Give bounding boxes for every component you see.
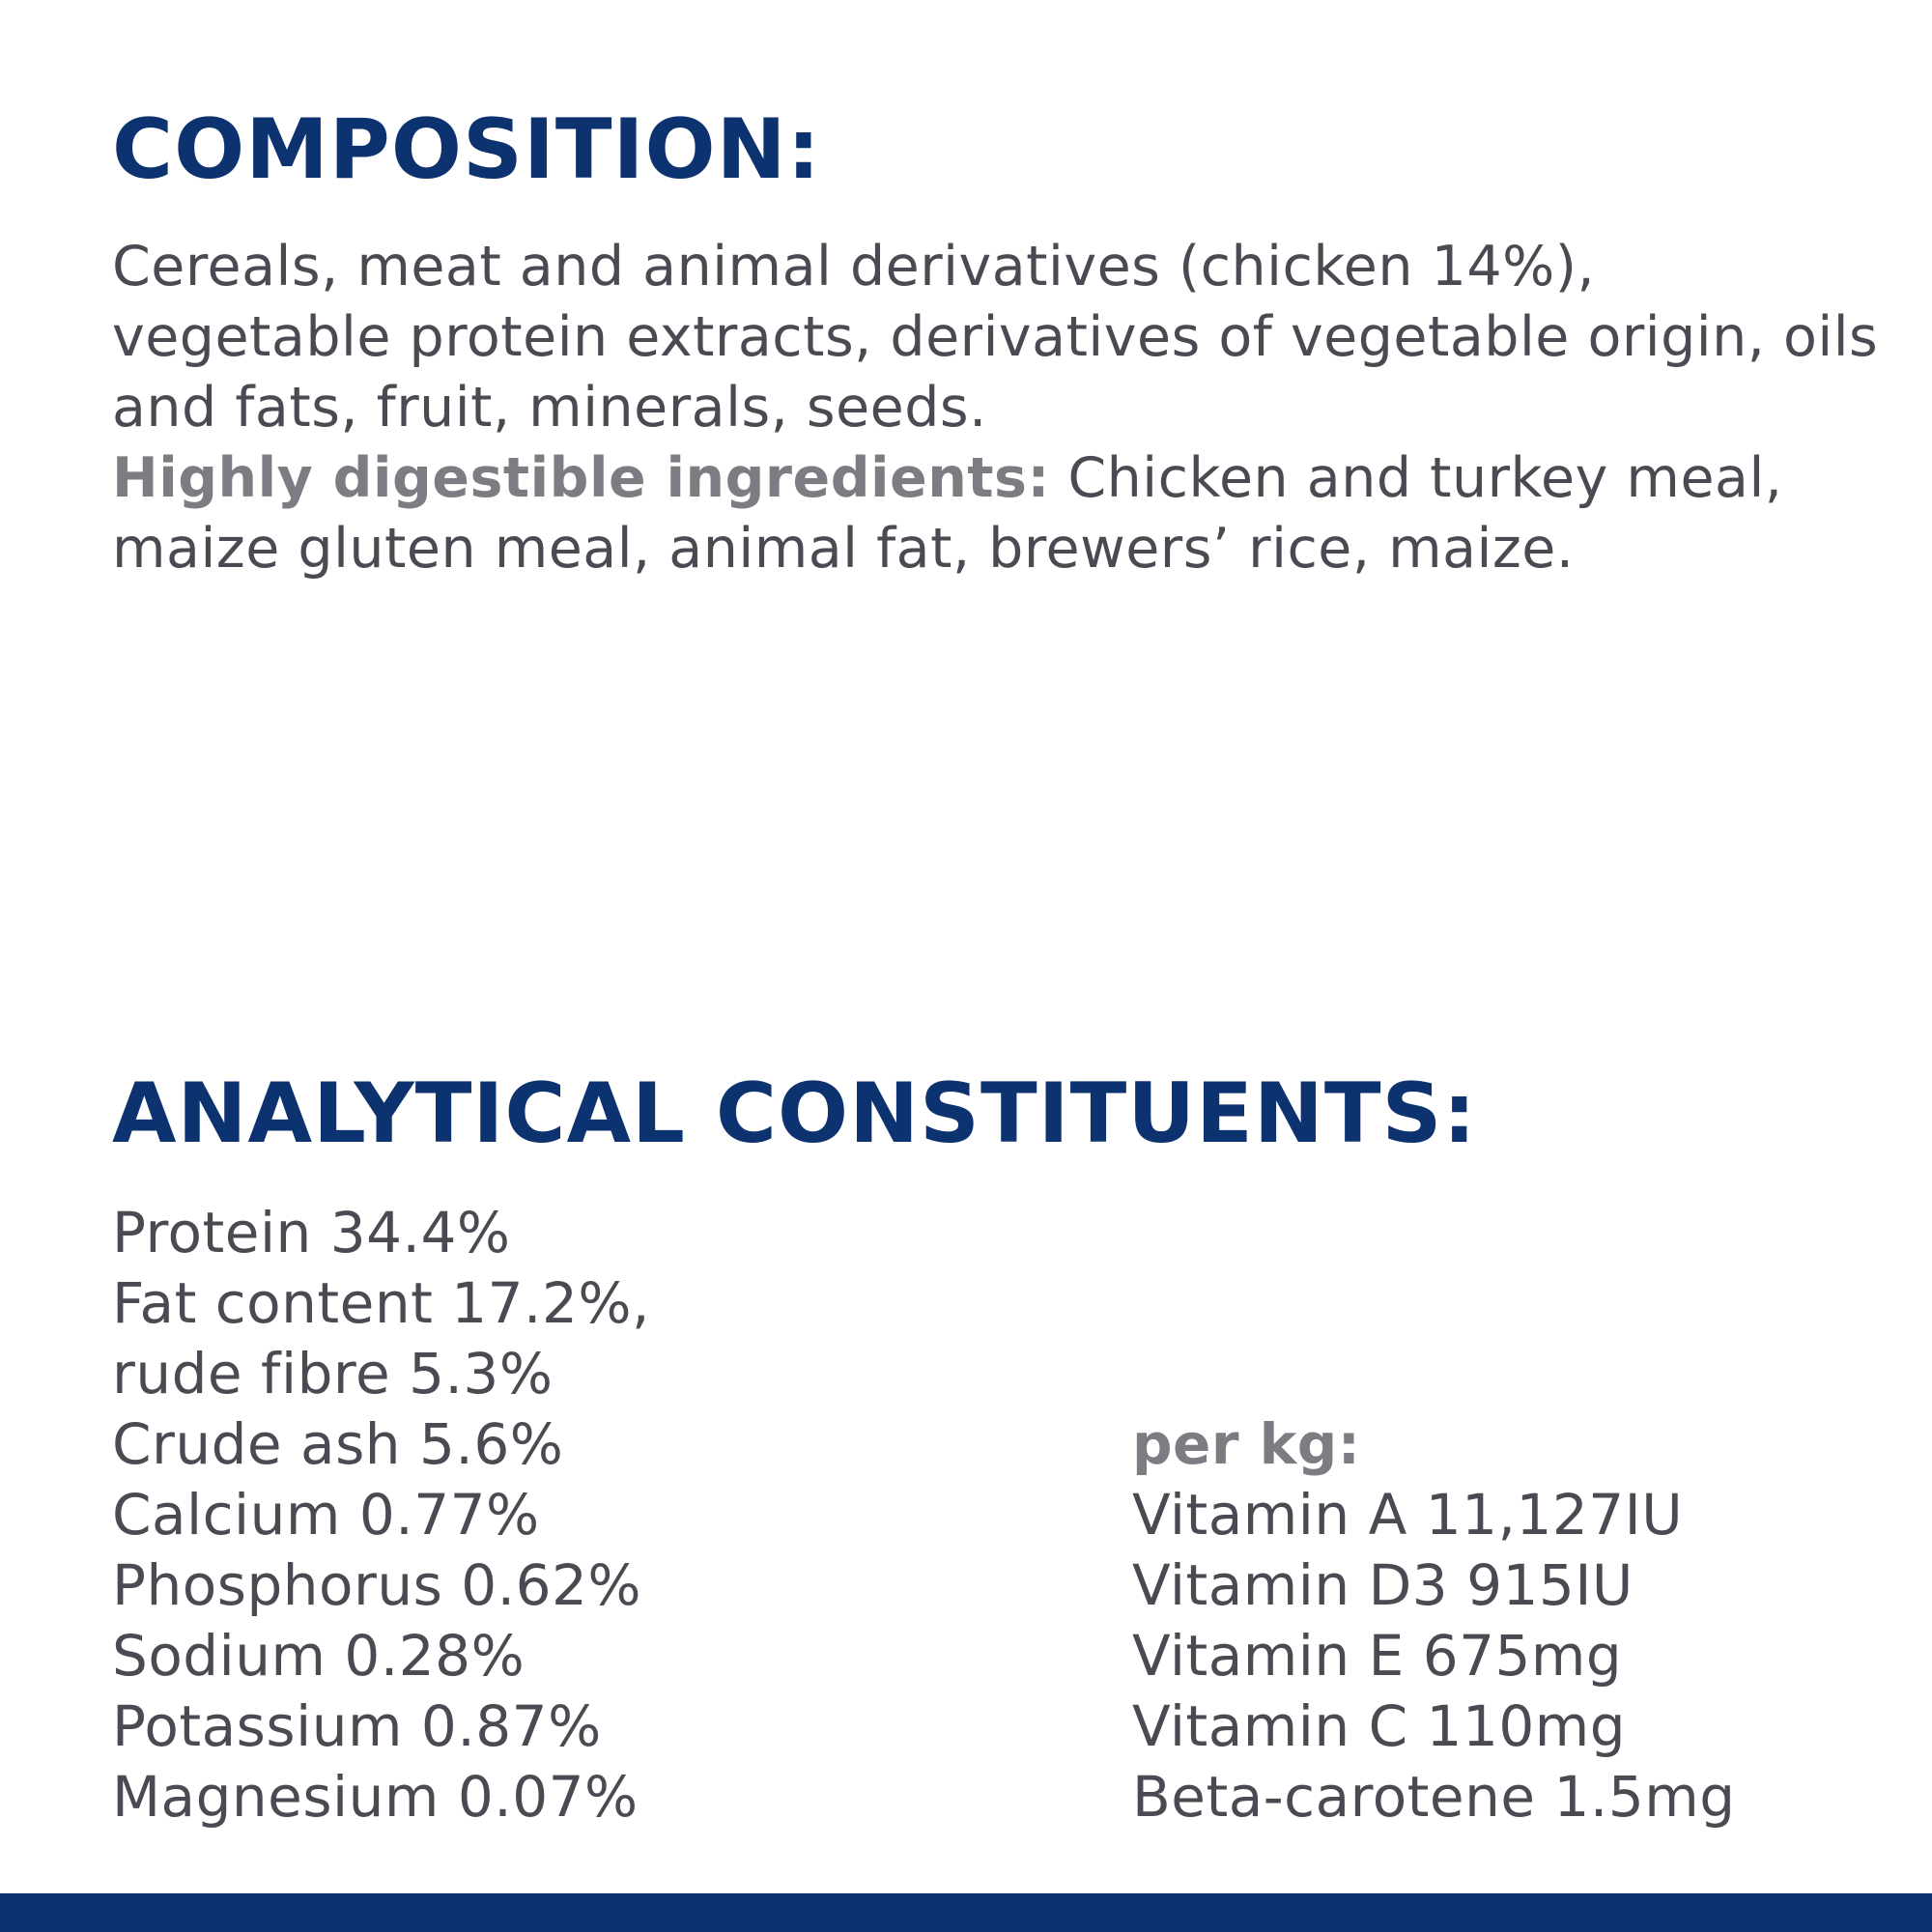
constituent-item: Magnesium 0.07%	[112, 1764, 639, 1830]
composition-heading: COMPOSITION:	[112, 101, 822, 198]
per-kg-list	[1132, 1409, 1736, 1833]
constituents-list	[112, 1198, 650, 1833]
digestible-ingredients-paragraph	[112, 443, 1880, 584]
constituent-item: Phosphorus 0.62%	[112, 1552, 642, 1618]
vitamin-item: Vitamin D3 915IU	[1132, 1552, 1634, 1618]
vitamin-item: Vitamin E 675mg	[1132, 1623, 1623, 1689]
vitamin-item: Vitamin A 11,127IU	[1132, 1482, 1684, 1548]
per-kg-label: per kg:	[1132, 1411, 1361, 1477]
constituent-item: Potassium 0.87%	[112, 1693, 602, 1759]
digestible-ingredients-label: Highly digestible ingredients:	[112, 446, 1050, 510]
composition-ingredients: Cereals, meat and animal derivatives (chicken 14%), vegetable protein extracts, derivatives of vegetable origin, oils and fats, fruit, minerals, seeds.	[112, 235, 1879, 440]
constituent-item: rude fibre 5.3%	[112, 1341, 554, 1406]
bottom-brand-bar	[0, 1893, 1932, 1932]
vitamin-item: Beta-carotene 1.5mg	[1132, 1764, 1736, 1830]
constituent-item: Fat content 17.2%,	[112, 1270, 650, 1336]
analytical-constituents-heading: ANALYTICAL CONSTITUENTS:	[112, 1065, 1477, 1162]
constituent-item: Protein 34.4%	[112, 1200, 511, 1265]
constituent-item: Calcium 0.77%	[112, 1482, 540, 1548]
constituent-item: Sodium 0.28%	[112, 1623, 526, 1689]
composition-text-block	[112, 232, 1880, 584]
digestible-ingredients-text: Chicken and turkey meal, maize gluten meal, animal fat, brewers’ rice, maize.	[112, 446, 1783, 581]
vitamin-item: Vitamin C 110mg	[1132, 1693, 1627, 1759]
constituent-item: Crude ash 5.6%	[112, 1411, 564, 1477]
